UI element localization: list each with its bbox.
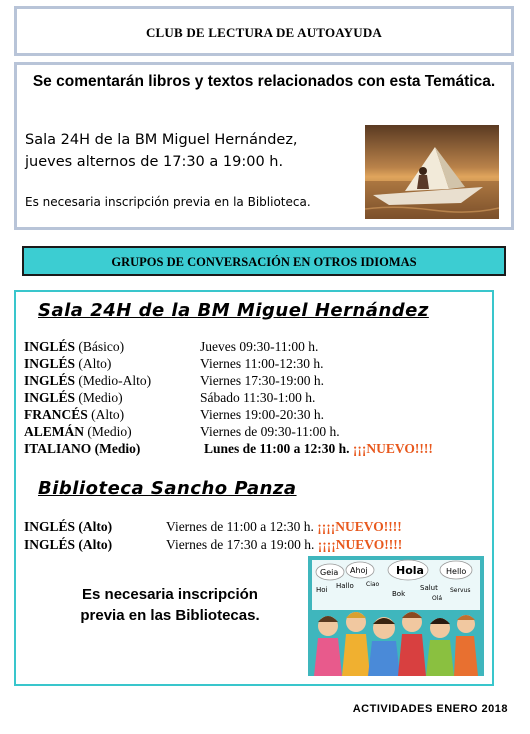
row-language: FRANCÉS (24, 407, 88, 422)
club-place-line2: jueves alternos de 17:30 a 19:00 h. (25, 154, 284, 170)
row-schedule-text: Viernes de 17:30 a 19:00 h. (166, 537, 318, 552)
page-title: CLUB DE LECTURA DE AUTOAYUDA (145, 25, 383, 40)
greeting-word: Servus (450, 587, 471, 594)
row-schedule (204, 440, 433, 457)
schedule-row (24, 355, 324, 372)
row-language: INGLÉS (Alto) (24, 519, 113, 534)
greeting-word: Ciao (366, 581, 380, 588)
row-schedule-text: Viernes de 11:00 a 12:30 h. (166, 519, 318, 534)
registration-note: Es necesaria inscripción previa en las Bibliotecas. (80, 586, 260, 624)
row-schedule: Viernes 17:30-19:00 h. (200, 373, 325, 388)
footer-activities: ACTIVIDADES ENERO 2018 (352, 703, 508, 715)
venue-miguel-hernandez: Sala 24H de la BM Miguel Hernández (38, 300, 429, 321)
schedule-row (24, 440, 433, 457)
schedule-row (24, 518, 402, 535)
row-schedule: Viernes 19:00-20:30 h. (200, 407, 325, 422)
row-level: (Medio-Alto) (75, 373, 152, 388)
row-schedule: Viernes 11:00-12:30 h. (200, 356, 324, 371)
greeting-word: Bok (392, 590, 406, 598)
schedule-row (24, 338, 319, 355)
row-language: INGLÉS (24, 339, 76, 354)
greeting-word: Hoi (316, 586, 328, 594)
row-language: INGLÉS (24, 373, 76, 388)
new-badge: ¡¡¡¡NUEVO!!!! (317, 537, 403, 552)
row-language: INGLÉS (Alto) (24, 537, 113, 552)
row-schedule (166, 536, 402, 553)
greeting-word: Hello (446, 567, 467, 576)
languages-illustration (308, 556, 484, 676)
row-level: (Alto) (87, 407, 125, 422)
club-note: Es necesaria inscripción previa en la Biblioteca. (25, 195, 311, 209)
row-language: INGLÉS (24, 390, 76, 405)
greeting-word: Ahoj (350, 566, 368, 575)
row-level: (Medio) (84, 424, 132, 439)
schedule-row (24, 423, 340, 440)
greeting-word: Olá (432, 595, 443, 602)
greeting-word: Geia (320, 568, 339, 577)
title-box (14, 6, 514, 56)
schedule-row (24, 389, 316, 406)
new-badge: ¡¡¡NUEVO!!!! (352, 441, 433, 456)
row-schedule: Sábado 11:30-1:00 h. (200, 390, 316, 405)
schedule-row (24, 536, 403, 553)
schedule-row (24, 372, 325, 389)
row-level: (Alto) (75, 356, 112, 371)
club-place (25, 129, 355, 173)
row-level: (Básico) (75, 339, 125, 354)
paper-boat-image (365, 125, 499, 219)
row-level: (Medio) (91, 441, 141, 456)
row-language: ITALIANO (24, 441, 92, 456)
row-schedule (166, 518, 402, 535)
row-language: ALEMÁN (24, 424, 84, 439)
greeting-word: Salut (420, 584, 438, 592)
row-schedule: Jueves 09:30-11:00 h. (200, 339, 319, 354)
greeting-word: Hallo (336, 582, 354, 590)
new-badge: ¡¡¡¡NUEVO!!!! (317, 519, 402, 534)
groups-heading-bar (22, 246, 506, 276)
groups-heading: GRUPOS DE CONVERSACIÓN EN OTROS IDIOMAS (111, 255, 417, 269)
groups-box (14, 290, 494, 686)
greeting-word: Hola (396, 564, 424, 577)
club-box (14, 62, 514, 230)
club-place-line1: Sala 24H de la BM Miguel Hernández, (25, 132, 298, 148)
row-language: INGLÉS (24, 356, 76, 371)
venue-sancho-panza: Biblioteca Sancho Panza (38, 478, 297, 499)
club-heading: Se comentarán libros y textos relacionados con esta Temática. (32, 73, 496, 90)
row-schedule: Viernes de 09:30-11:00 h. (200, 424, 340, 439)
row-level: (Medio) (75, 390, 123, 405)
schedule-row (24, 406, 325, 423)
row-schedule-text: Lunes de 11:00 a 12:30 h. (204, 441, 353, 456)
